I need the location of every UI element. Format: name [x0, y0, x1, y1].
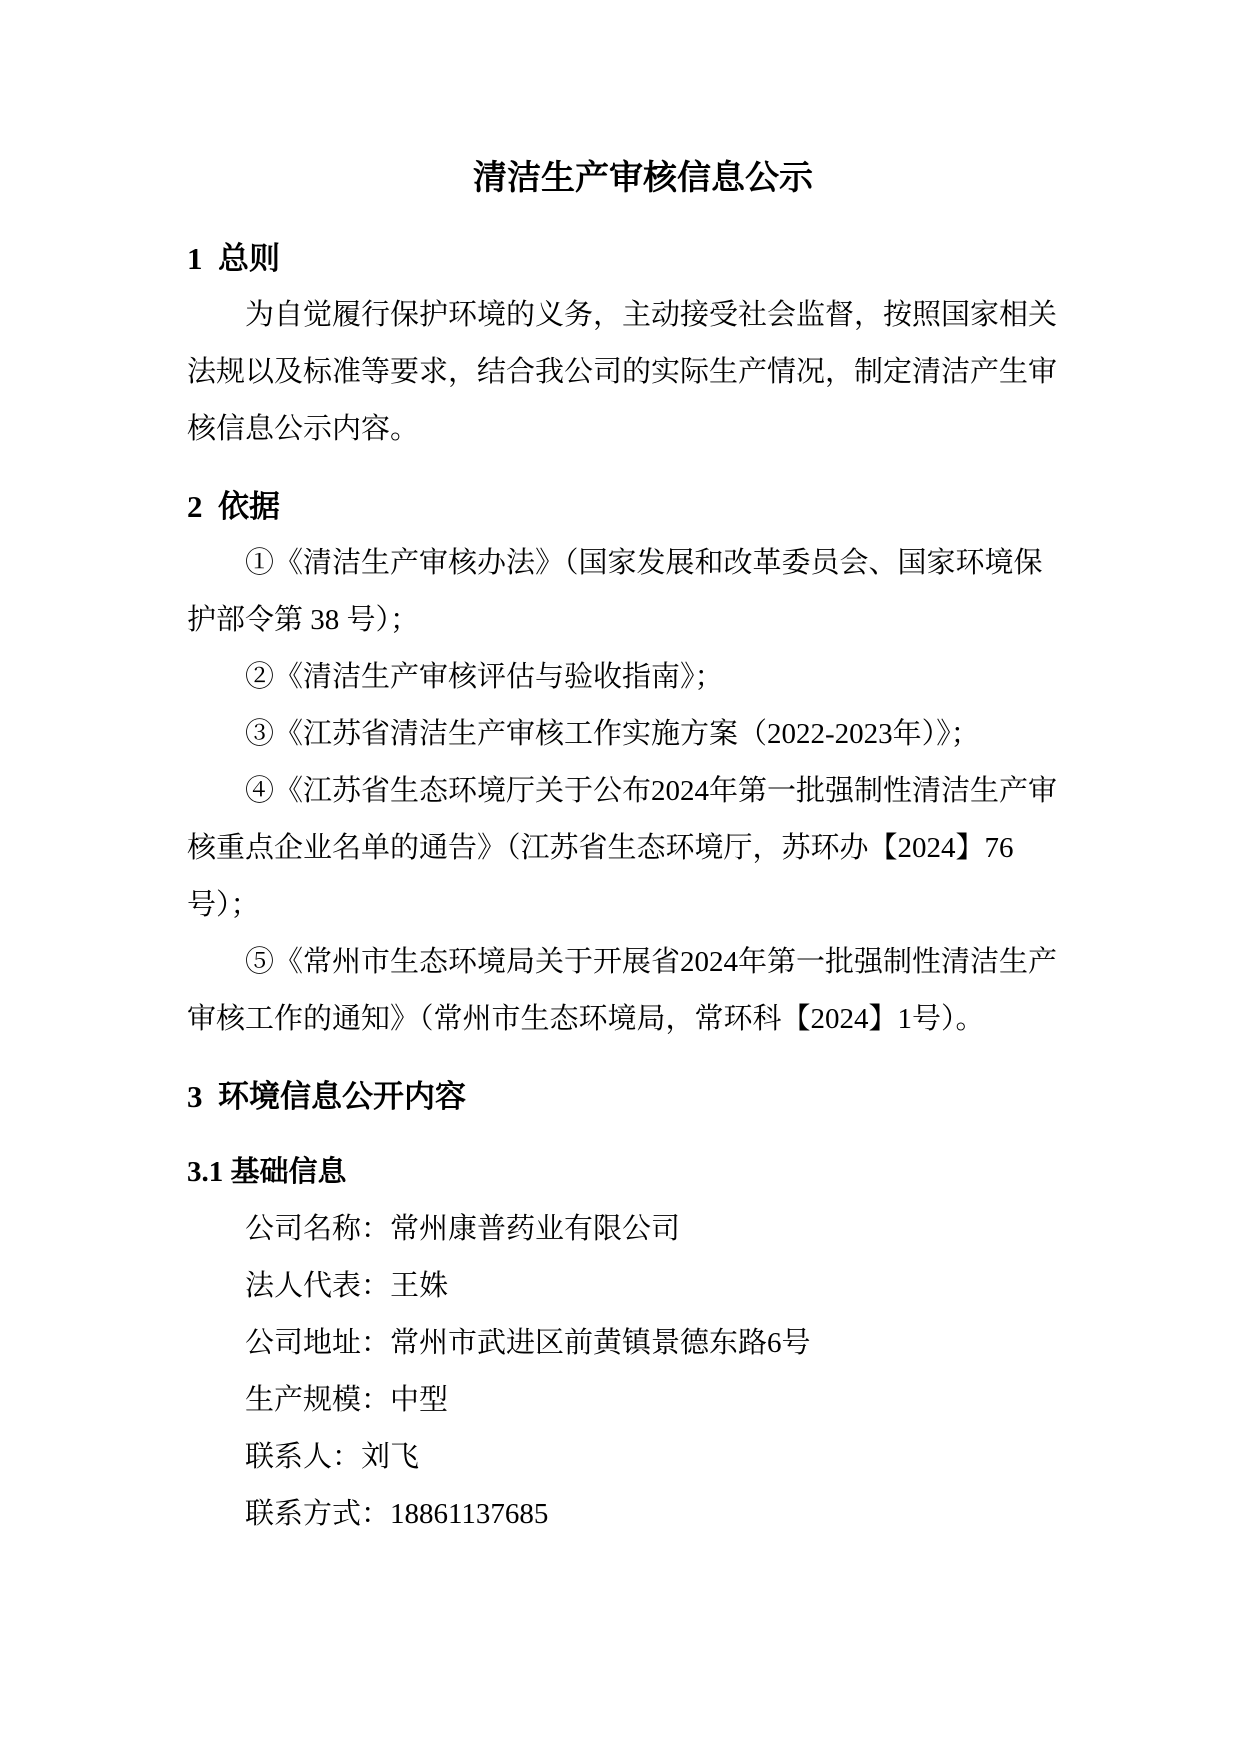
section-1-paragraph-line-3: 核信息公示内容。	[187, 413, 420, 445]
document-title: 清洁生产审核信息公示	[473, 160, 813, 197]
basis-item-4-line-2: 核重点企业名单的通告》（江苏省生态环境厅，苏环办【2024】76	[187, 832, 1014, 864]
section-3-1-heading: 3.1 基础信息	[187, 1156, 347, 1188]
basis-item-1-line-2: 护部令第 38 号）；	[187, 604, 420, 636]
basis-item-4-line-3: 号）；	[187, 889, 260, 921]
basis-item-5-line-2: 审核工作的通知》（常州市生态环境局，常环科【2024】1号）。	[187, 1003, 985, 1035]
company-address-line: 公司地址：常州市武进区前黄镇景德东路6号	[245, 1327, 811, 1359]
production-scale-line: 生产规模：中型	[245, 1384, 449, 1416]
company-name-line: 公司名称：常州康普药业有限公司	[245, 1213, 681, 1245]
section-1-heading: 1 总则	[187, 241, 280, 276]
section-3-heading: 3 环境信息公开内容	[187, 1079, 466, 1114]
document-content	[187, 150, 1058, 1543]
basis-item-5-line-1: ⑤《常州市生态环境局关于开展省2024年第一批强制性清洁生产	[245, 946, 1058, 978]
contact-phone-line: 联系方式：18861137685	[245, 1498, 549, 1530]
legal-representative-line: 法人代表：王姝	[245, 1270, 449, 1302]
section-2-heading: 2 依据	[187, 489, 280, 524]
basis-item-3-line-1: ③《江苏省清洁生产审核工作实施方案（2022-2023年）》；	[245, 718, 980, 750]
basis-item-4-line-1: ④《江苏省生态环境厅关于公布2024年第一批强制性清洁生产审	[245, 775, 1058, 807]
basis-item-2-line-1: ②《清洁生产审核评估与验收指南》；	[245, 661, 724, 693]
section-1-paragraph-line-1: 为自觉履行保护环境的义务，主动接受社会监督，按照国家相关	[245, 299, 1058, 331]
basis-item-1-line-1: ①《清洁生产审核办法》（国家发展和改革委员会、国家环境保	[245, 547, 1043, 579]
contact-person-line: 联系人：刘飞	[245, 1441, 420, 1473]
section-1-paragraph-line-2: 法规以及标准等要求，结合我公司的实际生产情况，制定清洁产生审	[187, 356, 1058, 388]
